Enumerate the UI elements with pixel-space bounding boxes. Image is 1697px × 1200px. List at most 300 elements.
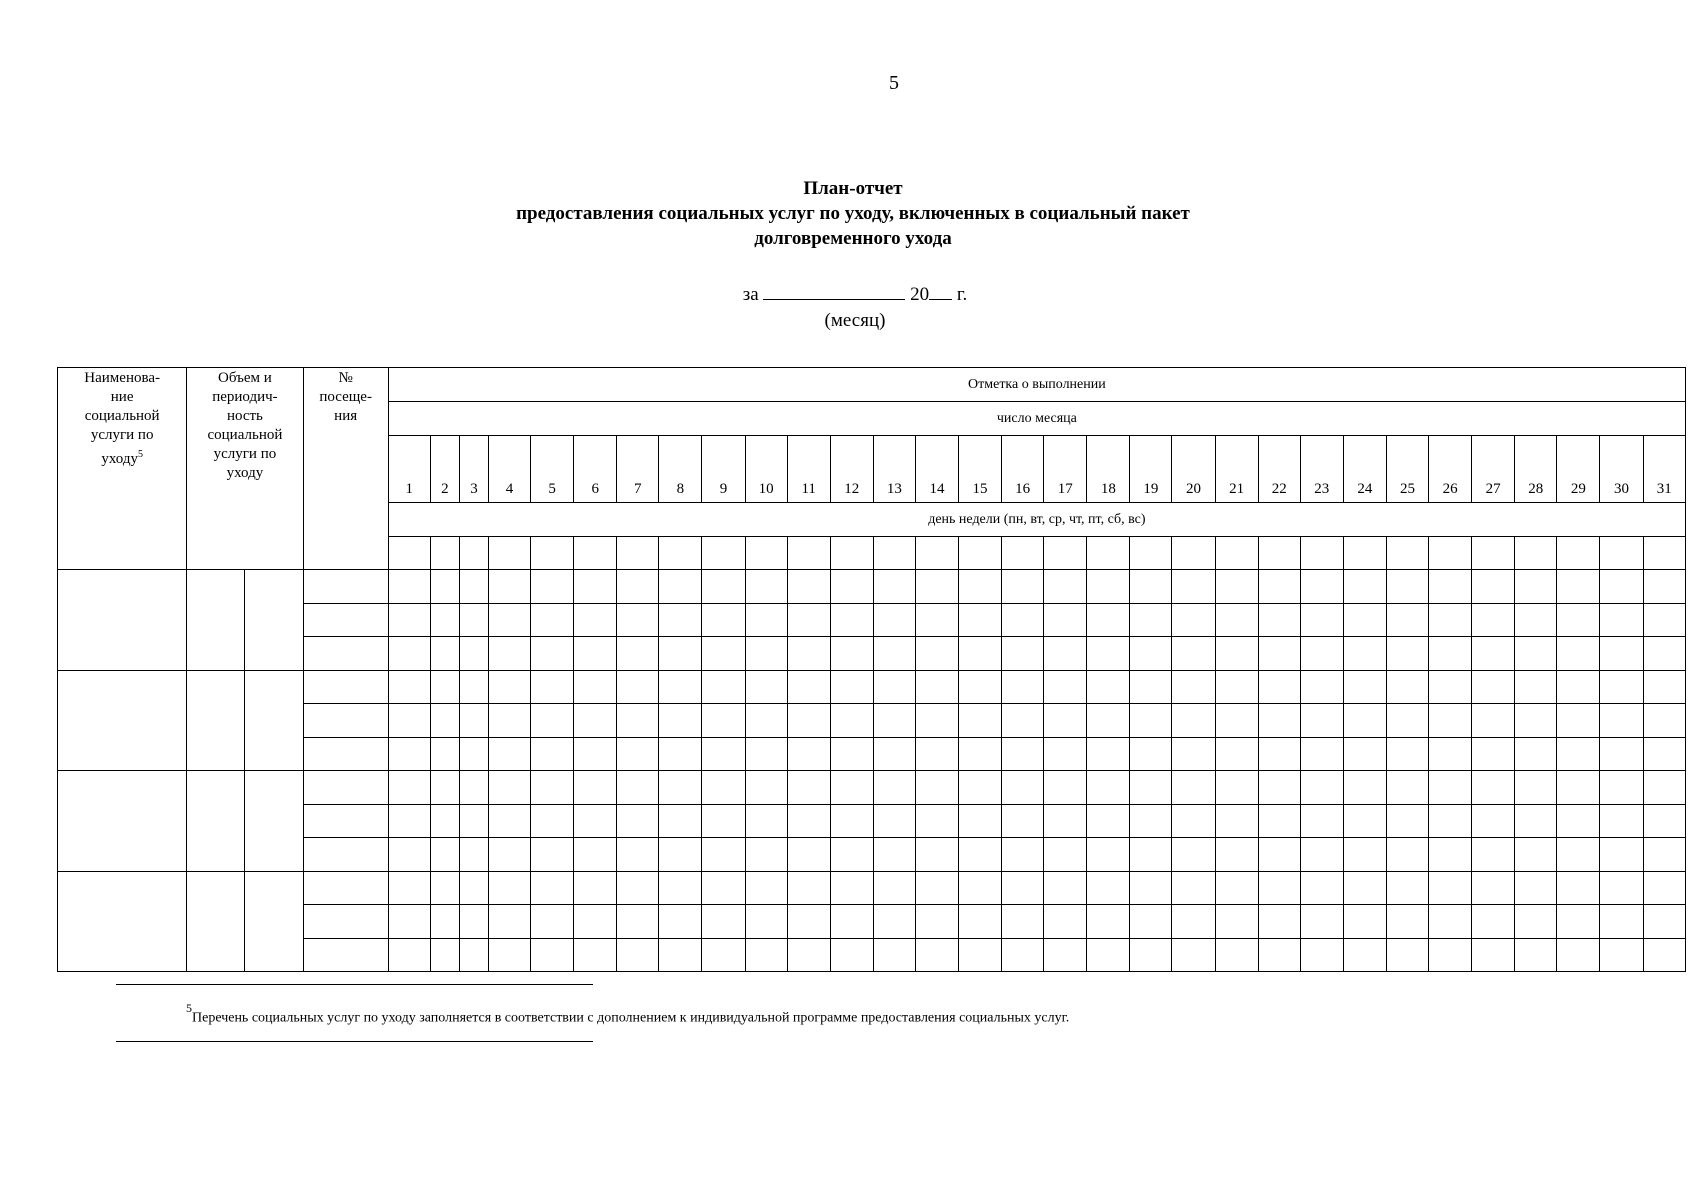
day-mark-cell[interactable] (1600, 871, 1643, 905)
day-mark-cell[interactable] (915, 570, 958, 604)
day-mark-cell[interactable] (1515, 905, 1557, 939)
day-mark-cell[interactable] (1300, 838, 1343, 872)
day-mark-cell[interactable] (1343, 871, 1386, 905)
day-mark-cell[interactable] (1643, 670, 1686, 704)
day-mark-cell[interactable] (1172, 938, 1215, 972)
day-mark-cell[interactable] (830, 938, 873, 972)
day-mark-cell[interactable] (1300, 771, 1343, 805)
day-mark-cell[interactable] (430, 570, 459, 604)
day-mark-cell[interactable] (1044, 804, 1087, 838)
visit-number-cell[interactable] (303, 737, 388, 771)
day-mark-cell[interactable] (745, 570, 787, 604)
day-mark-cell[interactable] (1044, 570, 1087, 604)
weekday-input-cell[interactable] (1258, 537, 1300, 570)
weekday-input-cell[interactable] (531, 537, 574, 570)
day-mark-cell[interactable] (915, 603, 958, 637)
day-mark-cell[interactable] (1515, 704, 1557, 738)
day-mark-cell[interactable] (1215, 871, 1258, 905)
day-mark-cell[interactable] (459, 737, 488, 771)
day-mark-cell[interactable] (702, 670, 745, 704)
visit-number-cell[interactable] (303, 670, 388, 704)
day-mark-cell[interactable] (1002, 771, 1044, 805)
day-mark-cell[interactable] (1258, 804, 1300, 838)
weekday-input-cell[interactable] (1087, 537, 1130, 570)
day-mark-cell[interactable] (1215, 704, 1258, 738)
visit-number-cell[interactable] (303, 905, 388, 939)
day-mark-cell[interactable] (1172, 570, 1215, 604)
day-mark-cell[interactable] (1087, 670, 1130, 704)
day-mark-cell[interactable] (1600, 704, 1643, 738)
day-mark-cell[interactable] (1002, 871, 1044, 905)
day-mark-cell[interactable] (1300, 570, 1343, 604)
day-mark-cell[interactable] (915, 737, 958, 771)
day-mark-cell[interactable] (1172, 637, 1215, 671)
day-mark-cell[interactable] (745, 670, 787, 704)
weekday-input-cell[interactable] (1557, 537, 1600, 570)
day-mark-cell[interactable] (1002, 905, 1044, 939)
day-mark-cell[interactable] (1515, 871, 1557, 905)
weekday-input-cell[interactable] (1515, 537, 1557, 570)
day-mark-cell[interactable] (531, 938, 574, 972)
day-mark-cell[interactable] (1215, 804, 1258, 838)
day-mark-cell[interactable] (459, 670, 488, 704)
day-mark-cell[interactable] (702, 871, 745, 905)
day-mark-cell[interactable] (1044, 838, 1087, 872)
day-mark-cell[interactable] (1600, 905, 1643, 939)
volume-cell[interactable] (187, 570, 245, 671)
day-mark-cell[interactable] (873, 737, 915, 771)
day-mark-cell[interactable] (1130, 905, 1172, 939)
visit-number-cell[interactable] (303, 771, 388, 805)
day-mark-cell[interactable] (531, 737, 574, 771)
day-mark-cell[interactable] (531, 570, 574, 604)
day-mark-cell[interactable] (1002, 570, 1044, 604)
weekday-input-cell[interactable] (787, 537, 830, 570)
day-mark-cell[interactable] (574, 905, 617, 939)
day-mark-cell[interactable] (959, 570, 1002, 604)
day-mark-cell[interactable] (617, 804, 659, 838)
day-mark-cell[interactable] (1600, 637, 1643, 671)
day-mark-cell[interactable] (1472, 838, 1515, 872)
day-mark-cell[interactable] (745, 938, 787, 972)
day-mark-cell[interactable] (1643, 905, 1686, 939)
day-mark-cell[interactable] (873, 603, 915, 637)
day-mark-cell[interactable] (830, 804, 873, 838)
day-mark-cell[interactable] (659, 938, 702, 972)
weekday-input-cell[interactable] (1172, 537, 1215, 570)
visit-number-cell[interactable] (303, 871, 388, 905)
weekday-input-cell[interactable] (574, 537, 617, 570)
day-mark-cell[interactable] (915, 771, 958, 805)
day-mark-cell[interactable] (745, 704, 787, 738)
day-mark-cell[interactable] (1002, 637, 1044, 671)
day-mark-cell[interactable] (702, 838, 745, 872)
periodicity-cell[interactable] (245, 570, 303, 671)
day-mark-cell[interactable] (873, 771, 915, 805)
day-mark-cell[interactable] (617, 737, 659, 771)
day-mark-cell[interactable] (959, 938, 1002, 972)
day-mark-cell[interactable] (388, 570, 430, 604)
day-mark-cell[interactable] (1002, 704, 1044, 738)
day-mark-cell[interactable] (1215, 637, 1258, 671)
day-mark-cell[interactable] (388, 771, 430, 805)
day-mark-cell[interactable] (959, 804, 1002, 838)
day-mark-cell[interactable] (1600, 804, 1643, 838)
day-mark-cell[interactable] (1472, 804, 1515, 838)
day-mark-cell[interactable] (488, 570, 530, 604)
service-name-cell[interactable] (58, 771, 187, 872)
service-name-cell[interactable] (58, 670, 187, 771)
day-mark-cell[interactable] (1300, 905, 1343, 939)
day-mark-cell[interactable] (574, 603, 617, 637)
day-mark-cell[interactable] (1643, 771, 1686, 805)
day-mark-cell[interactable] (1429, 704, 1472, 738)
day-mark-cell[interactable] (1557, 637, 1600, 671)
day-mark-cell[interactable] (959, 905, 1002, 939)
day-mark-cell[interactable] (1044, 871, 1087, 905)
day-mark-cell[interactable] (830, 670, 873, 704)
day-mark-cell[interactable] (1429, 603, 1472, 637)
day-mark-cell[interactable] (430, 603, 459, 637)
day-mark-cell[interactable] (1300, 871, 1343, 905)
day-mark-cell[interactable] (459, 871, 488, 905)
day-mark-cell[interactable] (430, 804, 459, 838)
day-mark-cell[interactable] (1472, 603, 1515, 637)
weekday-input-cell[interactable] (1300, 537, 1343, 570)
day-mark-cell[interactable] (1600, 737, 1643, 771)
day-mark-cell[interactable] (1215, 670, 1258, 704)
day-mark-cell[interactable] (430, 905, 459, 939)
day-mark-cell[interactable] (1429, 737, 1472, 771)
day-mark-cell[interactable] (830, 838, 873, 872)
day-mark-cell[interactable] (702, 603, 745, 637)
day-mark-cell[interactable] (873, 804, 915, 838)
day-mark-cell[interactable] (745, 737, 787, 771)
day-mark-cell[interactable] (1172, 603, 1215, 637)
day-mark-cell[interactable] (1300, 670, 1343, 704)
day-mark-cell[interactable] (1172, 871, 1215, 905)
day-mark-cell[interactable] (1557, 670, 1600, 704)
day-mark-cell[interactable] (1557, 737, 1600, 771)
day-mark-cell[interactable] (873, 670, 915, 704)
day-mark-cell[interactable] (1130, 871, 1172, 905)
day-mark-cell[interactable] (1429, 637, 1472, 671)
weekday-input-cell[interactable] (959, 537, 1002, 570)
day-mark-cell[interactable] (659, 737, 702, 771)
day-mark-cell[interactable] (830, 905, 873, 939)
day-mark-cell[interactable] (388, 938, 430, 972)
day-mark-cell[interactable] (1172, 704, 1215, 738)
day-mark-cell[interactable] (915, 804, 958, 838)
day-mark-cell[interactable] (830, 704, 873, 738)
day-mark-cell[interactable] (659, 637, 702, 671)
day-mark-cell[interactable] (1130, 804, 1172, 838)
day-mark-cell[interactable] (1258, 570, 1300, 604)
day-mark-cell[interactable] (488, 737, 530, 771)
day-mark-cell[interactable] (1258, 938, 1300, 972)
day-mark-cell[interactable] (1044, 603, 1087, 637)
visit-number-cell[interactable] (303, 804, 388, 838)
day-mark-cell[interactable] (531, 771, 574, 805)
weekday-input-cell[interactable] (659, 537, 702, 570)
day-mark-cell[interactable] (787, 871, 830, 905)
day-mark-cell[interactable] (1258, 905, 1300, 939)
day-mark-cell[interactable] (430, 838, 459, 872)
day-mark-cell[interactable] (1643, 637, 1686, 671)
day-mark-cell[interactable] (830, 570, 873, 604)
day-mark-cell[interactable] (1343, 804, 1386, 838)
day-mark-cell[interactable] (1515, 938, 1557, 972)
day-mark-cell[interactable] (702, 737, 745, 771)
day-mark-cell[interactable] (745, 838, 787, 872)
day-mark-cell[interactable] (702, 905, 745, 939)
day-mark-cell[interactable] (1343, 938, 1386, 972)
day-mark-cell[interactable] (1087, 804, 1130, 838)
day-mark-cell[interactable] (1386, 570, 1428, 604)
day-mark-cell[interactable] (574, 838, 617, 872)
day-mark-cell[interactable] (531, 905, 574, 939)
weekday-input-cell[interactable] (873, 537, 915, 570)
day-mark-cell[interactable] (1557, 771, 1600, 805)
day-mark-cell[interactable] (1087, 737, 1130, 771)
day-mark-cell[interactable] (574, 737, 617, 771)
day-mark-cell[interactable] (531, 670, 574, 704)
weekday-input-cell[interactable] (430, 537, 459, 570)
day-mark-cell[interactable] (787, 905, 830, 939)
day-mark-cell[interactable] (1600, 570, 1643, 604)
day-mark-cell[interactable] (1258, 637, 1300, 671)
day-mark-cell[interactable] (1044, 737, 1087, 771)
day-mark-cell[interactable] (1472, 737, 1515, 771)
day-mark-cell[interactable] (1472, 637, 1515, 671)
day-mark-cell[interactable] (830, 771, 873, 805)
day-mark-cell[interactable] (574, 670, 617, 704)
day-mark-cell[interactable] (1172, 670, 1215, 704)
day-mark-cell[interactable] (488, 670, 530, 704)
day-mark-cell[interactable] (1130, 838, 1172, 872)
day-mark-cell[interactable] (745, 871, 787, 905)
day-mark-cell[interactable] (915, 871, 958, 905)
weekday-input-cell[interactable] (1472, 537, 1515, 570)
day-mark-cell[interactable] (959, 838, 1002, 872)
day-mark-cell[interactable] (915, 670, 958, 704)
day-mark-cell[interactable] (430, 704, 459, 738)
day-mark-cell[interactable] (1130, 771, 1172, 805)
day-mark-cell[interactable] (388, 737, 430, 771)
day-mark-cell[interactable] (388, 603, 430, 637)
volume-cell[interactable] (187, 771, 245, 872)
day-mark-cell[interactable] (1044, 905, 1087, 939)
day-mark-cell[interactable] (959, 704, 1002, 738)
day-mark-cell[interactable] (574, 938, 617, 972)
day-mark-cell[interactable] (459, 603, 488, 637)
day-mark-cell[interactable] (1515, 804, 1557, 838)
day-mark-cell[interactable] (1386, 637, 1428, 671)
day-mark-cell[interactable] (1002, 737, 1044, 771)
day-mark-cell[interactable] (488, 804, 530, 838)
day-mark-cell[interactable] (1343, 670, 1386, 704)
day-mark-cell[interactable] (430, 871, 459, 905)
day-mark-cell[interactable] (659, 570, 702, 604)
day-mark-cell[interactable] (873, 871, 915, 905)
day-mark-cell[interactable] (1258, 771, 1300, 805)
day-mark-cell[interactable] (617, 871, 659, 905)
weekday-input-cell[interactable] (488, 537, 530, 570)
day-mark-cell[interactable] (1600, 838, 1643, 872)
day-mark-cell[interactable] (659, 838, 702, 872)
day-mark-cell[interactable] (915, 838, 958, 872)
day-mark-cell[interactable] (1258, 871, 1300, 905)
day-mark-cell[interactable] (1172, 804, 1215, 838)
day-mark-cell[interactable] (1087, 771, 1130, 805)
day-mark-cell[interactable] (830, 871, 873, 905)
day-mark-cell[interactable] (745, 603, 787, 637)
day-mark-cell[interactable] (574, 637, 617, 671)
day-mark-cell[interactable] (745, 804, 787, 838)
day-mark-cell[interactable] (959, 771, 1002, 805)
day-mark-cell[interactable] (959, 737, 1002, 771)
day-mark-cell[interactable] (459, 905, 488, 939)
weekday-input-cell[interactable] (388, 537, 430, 570)
day-mark-cell[interactable] (459, 838, 488, 872)
day-mark-cell[interactable] (873, 938, 915, 972)
day-mark-cell[interactable] (1643, 838, 1686, 872)
periodicity-cell[interactable] (245, 871, 303, 972)
day-mark-cell[interactable] (1600, 771, 1643, 805)
day-mark-cell[interactable] (1087, 838, 1130, 872)
day-mark-cell[interactable] (659, 670, 702, 704)
day-mark-cell[interactable] (1472, 704, 1515, 738)
day-mark-cell[interactable] (388, 704, 430, 738)
day-mark-cell[interactable] (1044, 704, 1087, 738)
day-mark-cell[interactable] (1557, 905, 1600, 939)
day-mark-cell[interactable] (1643, 938, 1686, 972)
day-mark-cell[interactable] (488, 838, 530, 872)
weekday-input-cell[interactable] (915, 537, 958, 570)
day-mark-cell[interactable] (574, 771, 617, 805)
day-mark-cell[interactable] (873, 704, 915, 738)
weekday-input-cell[interactable] (1600, 537, 1643, 570)
day-mark-cell[interactable] (1515, 637, 1557, 671)
weekday-input-cell[interactable] (1002, 537, 1044, 570)
day-mark-cell[interactable] (1172, 771, 1215, 805)
day-mark-cell[interactable] (959, 603, 1002, 637)
month-blank-field[interactable] (763, 283, 905, 300)
day-mark-cell[interactable] (1002, 603, 1044, 637)
day-mark-cell[interactable] (388, 670, 430, 704)
day-mark-cell[interactable] (1343, 704, 1386, 738)
day-mark-cell[interactable] (787, 737, 830, 771)
day-mark-cell[interactable] (617, 603, 659, 637)
day-mark-cell[interactable] (787, 570, 830, 604)
day-mark-cell[interactable] (873, 570, 915, 604)
day-mark-cell[interactable] (1386, 603, 1428, 637)
day-mark-cell[interactable] (1130, 737, 1172, 771)
day-mark-cell[interactable] (702, 804, 745, 838)
day-mark-cell[interactable] (1429, 771, 1472, 805)
day-mark-cell[interactable] (1429, 838, 1472, 872)
day-mark-cell[interactable] (1300, 637, 1343, 671)
volume-cell[interactable] (187, 871, 245, 972)
day-mark-cell[interactable] (1130, 670, 1172, 704)
day-mark-cell[interactable] (1557, 570, 1600, 604)
day-mark-cell[interactable] (1429, 570, 1472, 604)
day-mark-cell[interactable] (1557, 938, 1600, 972)
day-mark-cell[interactable] (430, 771, 459, 805)
day-mark-cell[interactable] (1087, 871, 1130, 905)
day-mark-cell[interactable] (1087, 603, 1130, 637)
weekday-input-cell[interactable] (1643, 537, 1686, 570)
day-mark-cell[interactable] (915, 704, 958, 738)
day-mark-cell[interactable] (787, 938, 830, 972)
service-name-cell[interactable] (58, 871, 187, 972)
day-mark-cell[interactable] (1472, 771, 1515, 805)
day-mark-cell[interactable] (1215, 737, 1258, 771)
day-mark-cell[interactable] (1472, 570, 1515, 604)
day-mark-cell[interactable] (1386, 737, 1428, 771)
day-mark-cell[interactable] (430, 938, 459, 972)
day-mark-cell[interactable] (1557, 804, 1600, 838)
day-mark-cell[interactable] (459, 704, 488, 738)
day-mark-cell[interactable] (1130, 570, 1172, 604)
day-mark-cell[interactable] (1557, 871, 1600, 905)
day-mark-cell[interactable] (531, 838, 574, 872)
day-mark-cell[interactable] (1472, 905, 1515, 939)
day-mark-cell[interactable] (488, 871, 530, 905)
day-mark-cell[interactable] (659, 905, 702, 939)
day-mark-cell[interactable] (388, 871, 430, 905)
day-mark-cell[interactable] (702, 570, 745, 604)
day-mark-cell[interactable] (617, 905, 659, 939)
day-mark-cell[interactable] (1258, 670, 1300, 704)
day-mark-cell[interactable] (1472, 670, 1515, 704)
day-mark-cell[interactable] (1643, 603, 1686, 637)
day-mark-cell[interactable] (1172, 838, 1215, 872)
day-mark-cell[interactable] (430, 637, 459, 671)
day-mark-cell[interactable] (702, 704, 745, 738)
day-mark-cell[interactable] (617, 570, 659, 604)
day-mark-cell[interactable] (488, 704, 530, 738)
visit-number-cell[interactable] (303, 637, 388, 671)
day-mark-cell[interactable] (1130, 603, 1172, 637)
day-mark-cell[interactable] (1215, 771, 1258, 805)
day-mark-cell[interactable] (1600, 603, 1643, 637)
day-mark-cell[interactable] (531, 804, 574, 838)
day-mark-cell[interactable] (1386, 704, 1428, 738)
weekday-input-cell[interactable] (745, 537, 787, 570)
weekday-input-cell[interactable] (702, 537, 745, 570)
day-mark-cell[interactable] (1300, 737, 1343, 771)
day-mark-cell[interactable] (459, 637, 488, 671)
day-mark-cell[interactable] (787, 771, 830, 805)
weekday-input-cell[interactable] (1429, 537, 1472, 570)
day-mark-cell[interactable] (1515, 603, 1557, 637)
day-mark-cell[interactable] (617, 771, 659, 805)
day-mark-cell[interactable] (1172, 905, 1215, 939)
day-mark-cell[interactable] (1429, 905, 1472, 939)
day-mark-cell[interactable] (1343, 737, 1386, 771)
day-mark-cell[interactable] (531, 637, 574, 671)
day-mark-cell[interactable] (1343, 570, 1386, 604)
day-mark-cell[interactable] (1386, 838, 1428, 872)
day-mark-cell[interactable] (915, 938, 958, 972)
day-mark-cell[interactable] (1002, 804, 1044, 838)
day-mark-cell[interactable] (531, 704, 574, 738)
weekday-input-cell[interactable] (1044, 537, 1087, 570)
day-mark-cell[interactable] (1429, 670, 1472, 704)
day-mark-cell[interactable] (959, 670, 1002, 704)
day-mark-cell[interactable] (702, 938, 745, 972)
